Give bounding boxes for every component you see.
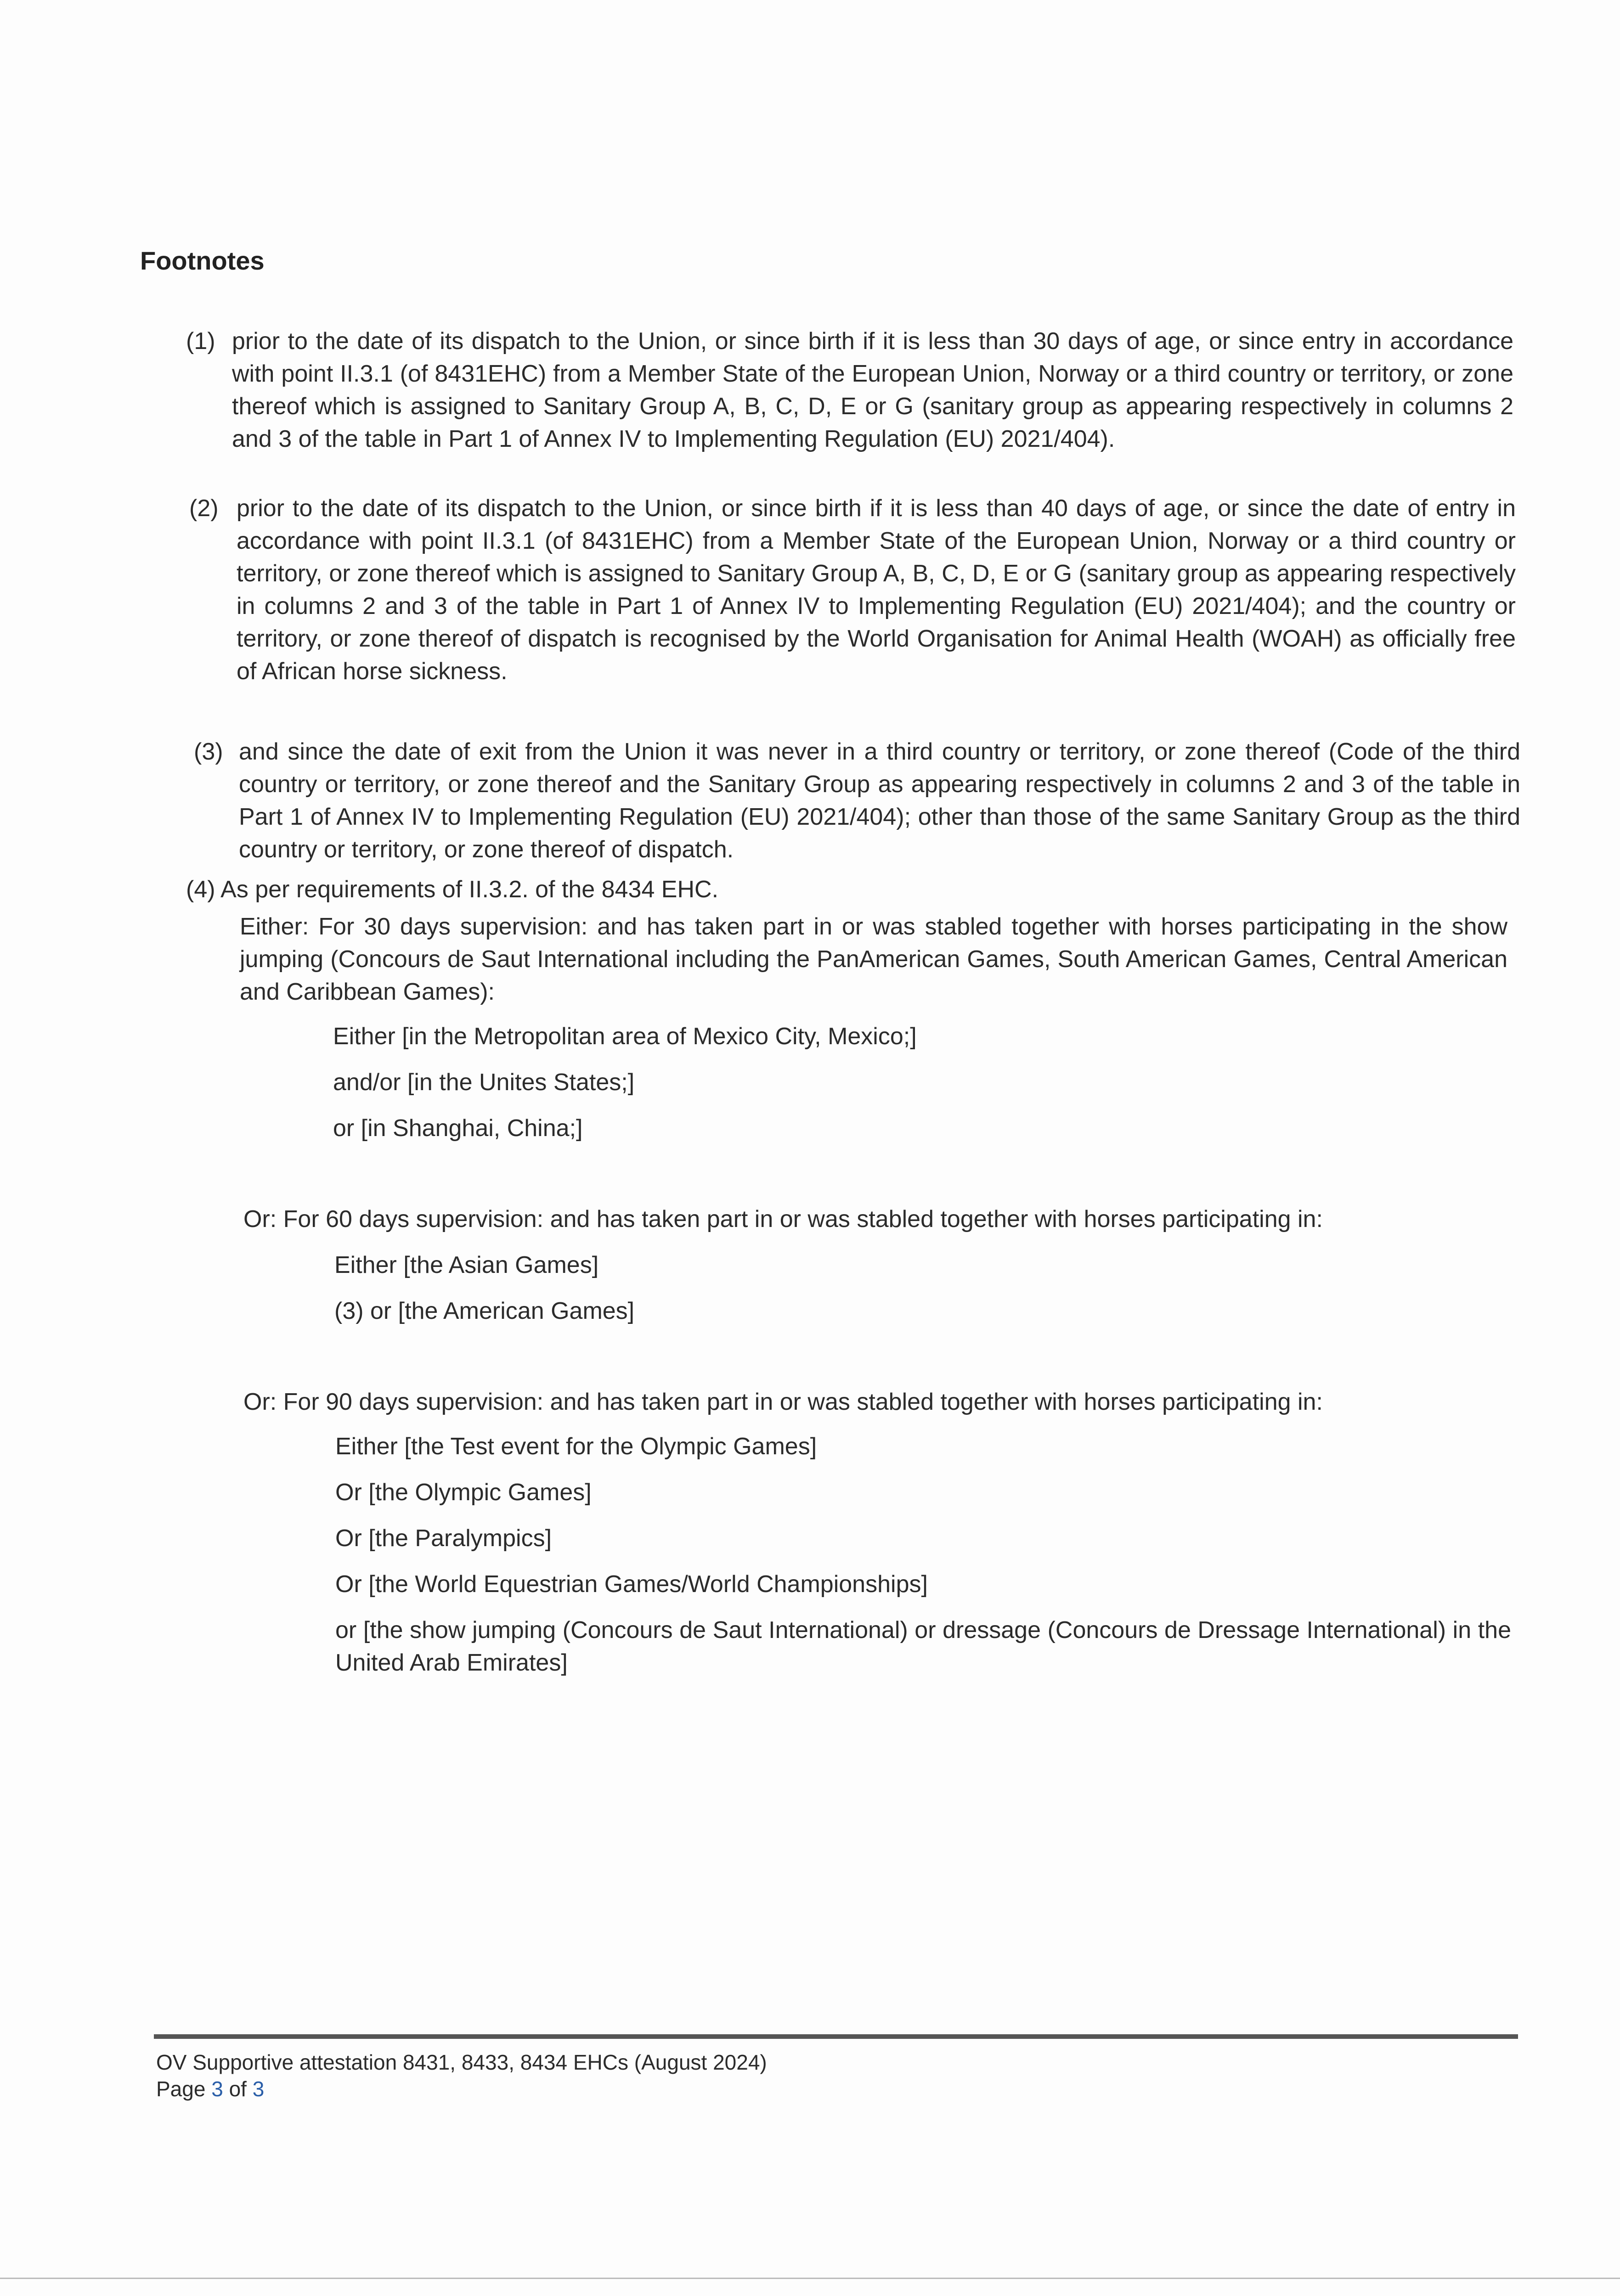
footnote-4 <box>186 873 718 906</box>
footer-divider <box>154 2034 1518 2039</box>
footnote-text: and since the date of exit from the Union it was never in a third country or territory, or zone thereof (Code of the third country or territory, or zone thereof and the Sanitary Group as appearing respectively in columns 2 and 3 of the table in Part 1 of Annex IV to Implementing Regulation (EU) 2021/404); other than those of the same Sanitary Group as the third country or territory, or zone thereof of dispatch. <box>239 738 1520 863</box>
option-90-item: Or [the Paralympics] <box>335 1525 552 1552</box>
option-30-item: and/or [in the Unites States;] <box>333 1069 635 1096</box>
option-90-item: or [the show jumping (Concours de Saut International) or dressage (Concours de Dressage International) in the United Arab Emirates] <box>335 1617 1511 1676</box>
option-30-item: or [in Shanghai, China;] <box>333 1115 583 1142</box>
footnote-number: (3) <box>194 738 223 765</box>
option-90-item: Either [the Test event for the Olympic Games] <box>335 1433 817 1460</box>
option-90-item: Or [the Olympic Games] <box>335 1479 592 1506</box>
footnotes-heading: Footnotes <box>140 246 265 275</box>
footnote-1 <box>186 325 1513 456</box>
option-60-item: Either [the Asian Games] <box>334 1252 599 1278</box>
option-90-days-intro: Or: For 90 days supervision: and has taken part in or was stabled together with horses participating in: <box>243 1389 1323 1415</box>
footnote-text: prior to the date of its dispatch to the Union, or since birth if it is less than 40 days of age, or since the date of entry in accordance with point II.3.1 (of 8431EHC) from a Member State of the European Union, Norway or a third country or territory, or zone thereof which is assigned to Sanitary Group A, B, C, D, E or G (sanitary group as appearing respectively in columns 2 and 3 of the table in Part 1 of Annex IV to Implementing Regulation (EU) 2021/404); and the country or territory, or zone thereof of dispatch is recognised by the World Organisation for Animal Health (WOAH) as officially free of African horse sickness. <box>237 495 1516 685</box>
footnote-number: (2) <box>189 495 219 522</box>
page-current: 3 <box>211 2077 223 2101</box>
option-60-item: (3) or [the American Games] <box>334 1298 635 1324</box>
option-90-item: Or [the World Equestrian Games/World Championships] <box>335 1571 928 1598</box>
scan-edge-line <box>0 2278 1620 2279</box>
page-of: of <box>229 2077 247 2101</box>
footer-page-number <box>156 2076 264 2102</box>
option-60-days-intro: Or: For 60 days supervision: and has taken part in or was stabled together with horses participating in: <box>243 1206 1323 1232</box>
footnote-text: prior to the date of its dispatch to the Union, or since birth if it is less than 30 days of age, or since entry in accordance with point II.3.1 (of 8431EHC) from a Member State of the European Union, Norway or a third country or territory, or zone thereof which is assigned to Sanitary Group A, B, C, D, E or G (sanitary group as appearing respectively in columns 2 and 3 of the table in Part 1 of Annex IV to Implementing Regulation (EU) 2021/404). <box>232 328 1513 452</box>
footnote-number: (4) <box>186 876 215 903</box>
footnote-number: (1) <box>186 328 215 355</box>
footnote-2 <box>189 492 1516 688</box>
footnote-3 <box>194 736 1520 866</box>
footer-title: OV Supportive attestation 8431, 8433, 8434 EHCs (August 2024) <box>156 2050 767 2074</box>
page-label: Page <box>156 2077 206 2101</box>
option-30-days-intro: Either: For 30 days supervision: and has taken part in or was stabled together with horses participating in the show jumping (Concours de Saut International including the PanAmerican Games, South American Games, Central American and Caribbean Games): <box>240 913 1507 1005</box>
option-30-item: Either [in the Metropolitan area of Mexico City, Mexico;] <box>333 1023 917 1050</box>
footnote-text: As per requirements of II.3.2. of the 8434 EHC. <box>220 876 719 903</box>
page-total: 3 <box>252 2077 265 2101</box>
